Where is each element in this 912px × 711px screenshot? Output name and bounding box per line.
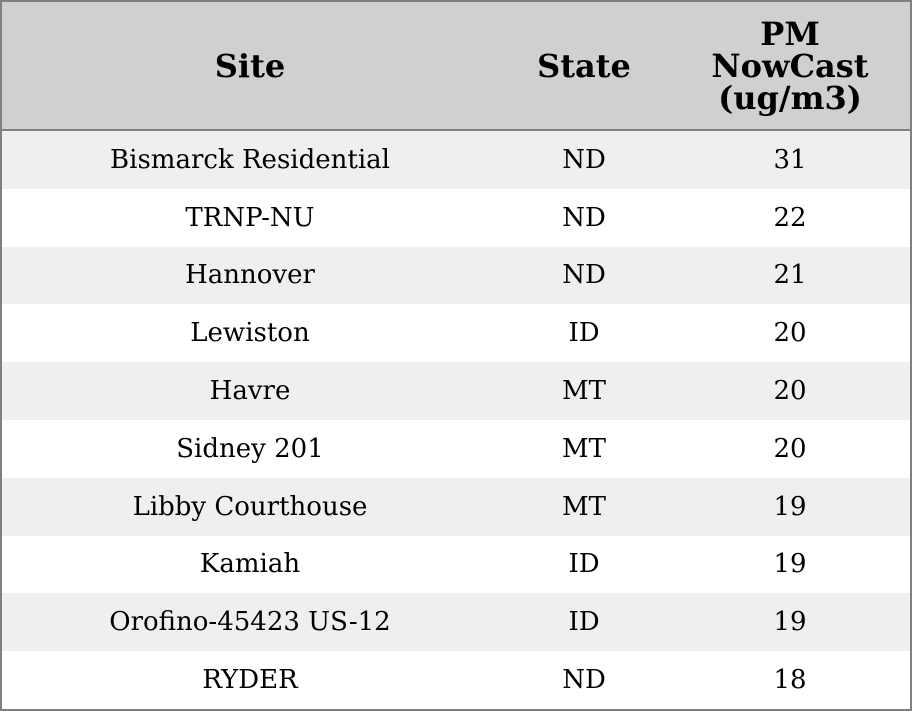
table-row <box>2 131 910 189</box>
cell-pm-nowcast: 20 <box>773 433 807 464</box>
cell-state: ID <box>568 549 600 580</box>
table-row <box>2 536 910 594</box>
cell-state: ND <box>562 144 606 175</box>
table-row <box>2 189 910 247</box>
cell-site: RYDER <box>202 665 298 696</box>
cell-pm-nowcast: 19 <box>773 549 807 580</box>
cell-site: Kamiah <box>199 549 301 580</box>
cell-pm-nowcast: 19 <box>773 607 807 638</box>
cell-pm-nowcast: 20 <box>773 376 807 407</box>
cell-site: Libby Courthouse <box>132 491 368 522</box>
cell-state: ND <box>562 260 606 291</box>
table-header-row <box>2 2 910 131</box>
cell-site: Bismarck Residential <box>110 144 390 175</box>
cell-state: ID <box>568 318 600 349</box>
table-row <box>2 247 910 305</box>
cell-pm-nowcast: 18 <box>773 665 807 696</box>
cell-pm-nowcast: 22 <box>773 202 807 233</box>
cell-state: MT <box>562 376 606 407</box>
cell-pm-nowcast: 31 <box>773 144 807 175</box>
cell-state: MT <box>562 491 606 522</box>
cell-site: TRNP-NU <box>185 202 315 233</box>
column-header-pm-nowcast: PM NowCast (ug/m3) <box>711 14 869 117</box>
cell-pm-nowcast: 20 <box>773 318 807 349</box>
cell-state: ND <box>562 202 606 233</box>
cell-state: ND <box>562 665 606 696</box>
cell-pm-nowcast: 19 <box>773 491 807 522</box>
cell-state: MT <box>562 433 606 464</box>
cell-site: Lewiston <box>190 318 310 349</box>
cell-site: Havre <box>209 376 291 407</box>
cell-site: Orofino-45423 US-12 <box>109 607 391 638</box>
column-header-state: State <box>537 46 631 85</box>
table-row <box>2 593 910 651</box>
table-row <box>2 420 910 478</box>
cell-site: Hannover <box>185 260 315 291</box>
table-row <box>2 304 910 362</box>
table-row <box>2 478 910 536</box>
cell-site: Sidney 201 <box>176 433 324 464</box>
cell-state: ID <box>568 607 600 638</box>
table-row <box>2 651 910 709</box>
table-row <box>2 362 910 420</box>
column-header-site: Site <box>214 46 286 85</box>
cell-pm-nowcast: 21 <box>773 260 807 291</box>
